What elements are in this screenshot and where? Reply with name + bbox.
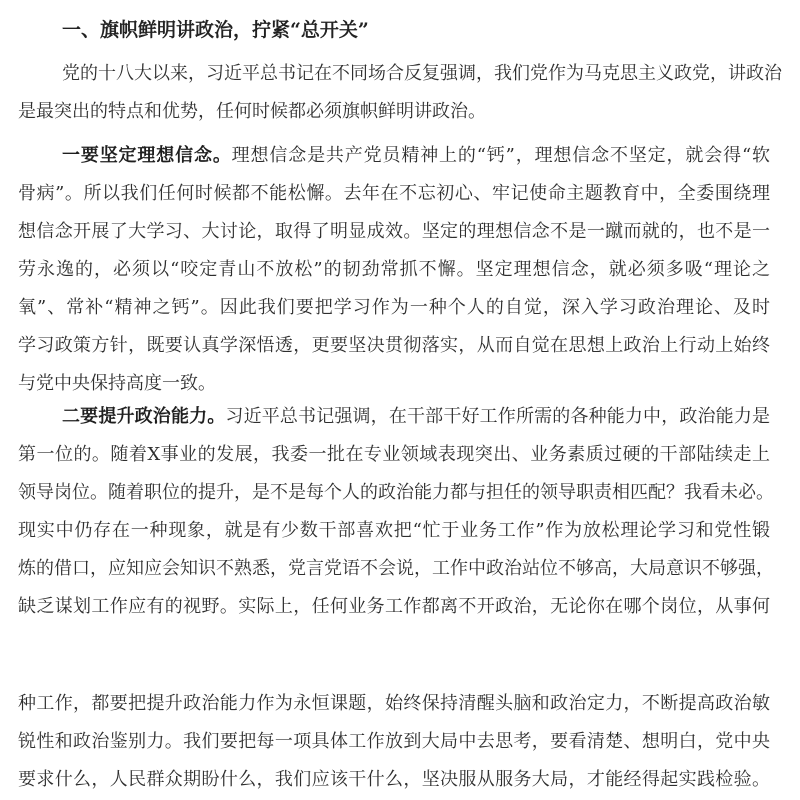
text-span: 习近平总书记强调，在干部干好工作所需的各种能力中，政治能力是 <box>225 406 770 427</box>
text-line: 骨病”。所以我们任何时候都不能松懈。去年在不忘初心、牢记使命主题教育中，全委围绕理 <box>18 183 770 204</box>
text-line: 是最突出的特点和优势，任何时候都必须旗帜鲜明讲政治。 <box>18 101 486 122</box>
text-line: 要求什么，人民群众期盼什么，我们应该干什么，坚决服从服务大局，才能经得起实践检验。 <box>18 769 770 790</box>
text-line: 现实中仍存在一种现象，就是有少数干部喜欢把“忙于业务工作”作为放松理论学习和党性锻 <box>18 520 770 541</box>
text-line: 氧”、常补“精神之钙”。因此我们要把学习作为一种个人的自觉，深入学习政治理论、及时 <box>18 297 770 318</box>
text-line: 缺乏谋划工作应有的视野。实际上，任何业务工作都离不开政治，无论你在哪个岗位，从事何 <box>18 596 770 617</box>
text-line: 党的十八大以来，习近平总书记在不同场合反复强调，我们党作为马克思主义政党，讲政治 <box>62 63 782 84</box>
text-line: 想信念开展了大学习、大讨论，取得了明显成效。坚定的理想信念不是一蹴而就的，也不是一 <box>18 221 770 242</box>
text-line: 炼的借口，应知应会知识不熟悉，党言党语不会说，工作中政治站位不够高，大局意识不够强， <box>18 558 774 579</box>
text-line <box>62 405 770 429</box>
text-span: 理想信念是共产党员精神上的“钙”，理想信念不坚定，就会得“软 <box>231 145 770 166</box>
text-line <box>62 144 770 168</box>
text-line: 领导岗位。随着职位的提升，是不是每个人的政治能力都与担任的领导职责相匹配？我看未必。 <box>18 482 774 503</box>
text-line: 第一位的。随着X事业的发展，我委一批在专业领域表现突出、业务素质过硬的干部陆续走上 <box>18 444 770 465</box>
paragraph-lead: 一要坚定理想信念。 <box>62 145 232 166</box>
paragraph-lead: 二要提升政治能力。 <box>62 406 226 427</box>
text-line: 与党中央保持高度一致。 <box>18 373 216 394</box>
section-heading: 一、旗帜鲜明讲政治，拧紧“总开关” <box>62 19 369 41</box>
text-line: 学习政策方针，既要认真学深悟透，更要坚决贯彻落实，从而自觉在思想上政治上行动上始终 <box>18 335 770 356</box>
text-line: 劳永逸的，必须以“咬定青山不放松”的韧劲常抓不懈。坚定理想信念，就必须多吸“理论之 <box>18 259 770 280</box>
text-line: 种工作，都要把提升政治能力作为永恒课题，始终保持清醒头脑和政治定力，不断提高政治敏 <box>18 693 770 714</box>
text-line: 锐性和政治鉴别力。我们要把每一项具体工作放到大局中去思考，要看清楚、想明白，党中央 <box>18 731 770 752</box>
